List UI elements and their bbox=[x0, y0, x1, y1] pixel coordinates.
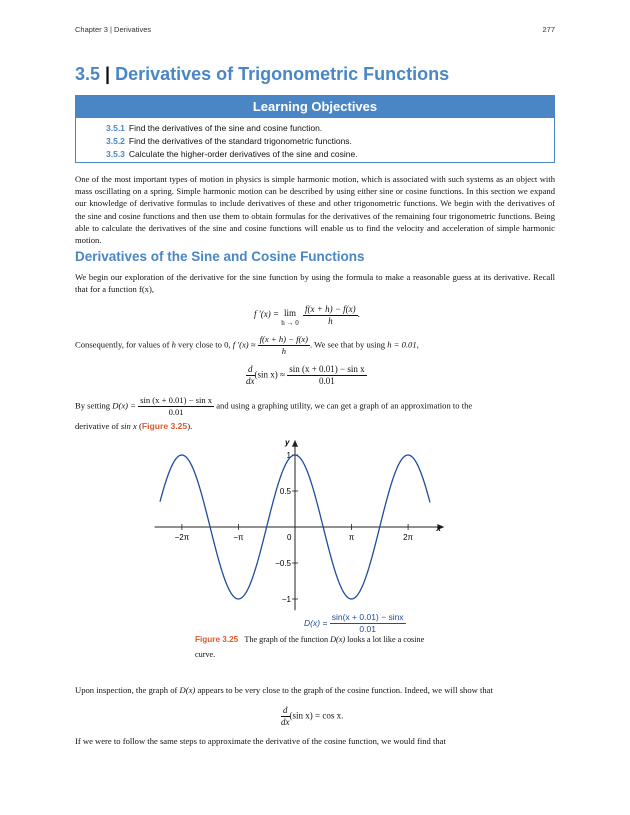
eq2-sin: (sin x) ≈ bbox=[254, 369, 288, 380]
equation-limit-definition bbox=[254, 302, 360, 328]
text: Consequently, for values of bbox=[75, 339, 172, 350]
objective-number: 3.5.2 bbox=[106, 136, 125, 146]
page-number: 277 bbox=[542, 25, 555, 34]
numerator: f(x + h) − f(x) bbox=[259, 334, 309, 344]
equation-derivative-sine bbox=[281, 705, 343, 728]
caption-text: looks a lot like a cosine curve. bbox=[195, 635, 425, 659]
denominator: h bbox=[281, 346, 286, 356]
equation-sine-approx bbox=[246, 364, 367, 387]
text: By setting bbox=[75, 400, 113, 411]
y-tick-label: 1 bbox=[286, 451, 291, 460]
section-title-text: Derivatives of Trigonometric Functions bbox=[115, 64, 450, 84]
objective-text: Calculate the higher-order derivatives of the sine and cosine. bbox=[128, 149, 358, 159]
line-by-setting bbox=[75, 395, 555, 418]
numerator: sin (x + 0.01) − sin x bbox=[140, 395, 213, 405]
legend-numerator: sin(x + 0.01) − sinx bbox=[331, 612, 404, 622]
intro-paragraph: One of the most important types of motion in physics is simple harmonic motion, which is associated with such systems as an object with mass oscillating on a spring. Simple harmonic motion can be described by using either sine or cosine functions. In this section we expand our knowledge of derivative formulas to include derivatives of these and other trigonometric functions. We begin with the derivatives of the sine and cosine functions and then use them to obtain formulas for the derivatives of the remaining four trigonometric functions. Being able to calculate the derivatives of the sine and cosine functions will enable us to find the velocity and acceleration of simple harmonic motion. bbox=[75, 174, 555, 246]
D-of-x: D(x) bbox=[179, 685, 196, 695]
objective-number: 3.5.3 bbox=[106, 149, 125, 159]
x-tick-label: −π bbox=[233, 533, 244, 542]
eq1-lim-sub: h → 0 bbox=[281, 319, 299, 327]
paragraph-sine-exploration: We begin our exploration of the derivative for the sine function by using the formula to make a reasonable guess at its derivative. Recall that for a function f(x), bbox=[75, 272, 555, 295]
y-axis-label: y bbox=[285, 437, 290, 447]
d: d bbox=[283, 705, 288, 715]
objective-text: Find the derivatives of the standard trigonometric functions. bbox=[128, 136, 352, 146]
d: d bbox=[248, 364, 253, 374]
line-cosine-approach: If we were to follow the same steps to approximate the derivative of the cosine function, we would find that bbox=[75, 736, 446, 746]
section-separator: | bbox=[105, 64, 111, 84]
learning-objectives-heading: Learning Objectives bbox=[76, 96, 554, 118]
denominator: 0.01 bbox=[168, 407, 184, 417]
eq1-fraction bbox=[303, 304, 358, 327]
running-head bbox=[75, 25, 555, 39]
denominator: 0.01 bbox=[319, 376, 335, 386]
x-tick-label: 2π bbox=[403, 533, 414, 542]
x-tick-label: π bbox=[348, 533, 355, 542]
objective-item bbox=[106, 149, 358, 159]
caption-D: D(x) bbox=[330, 635, 346, 644]
eq2-derivative-op bbox=[246, 364, 255, 387]
line-derivative-of bbox=[75, 421, 192, 431]
eq1-lim: lim bbox=[284, 308, 297, 318]
objective-number: 3.5.1 bbox=[106, 123, 125, 133]
text: ). bbox=[187, 421, 193, 431]
dx: dx bbox=[246, 376, 255, 386]
y-tick-label: −1 bbox=[281, 595, 291, 604]
eq2-fraction bbox=[287, 364, 366, 387]
section-title bbox=[75, 64, 449, 85]
line-upon-inspection bbox=[75, 685, 493, 695]
x-axis-label: x bbox=[436, 524, 441, 533]
eq1-lhs: f ′(x) = bbox=[254, 309, 282, 320]
figure-label: Figure 3.25 bbox=[195, 635, 239, 644]
y-tick-label: −0.5 bbox=[275, 559, 291, 568]
var-h: h bbox=[171, 339, 176, 350]
text: ( bbox=[136, 421, 142, 431]
x-tick-label: −2π bbox=[174, 533, 190, 542]
section-number: 3.5 bbox=[75, 64, 101, 84]
text: very close to 0, bbox=[175, 339, 233, 350]
D-of-x: D(x) = bbox=[112, 400, 139, 411]
chapter-label: Chapter 3 | Derivatives bbox=[75, 25, 152, 34]
fraction bbox=[258, 334, 310, 357]
fprime: f ′(x) ≈ bbox=[232, 339, 258, 350]
objective-text: Find the derivatives of the sine and cosine function. bbox=[128, 123, 323, 133]
fraction bbox=[138, 395, 214, 418]
figure-caption bbox=[195, 632, 445, 662]
objective-item bbox=[106, 136, 352, 146]
eq1-numerator: f(x + h) − f(x) bbox=[305, 303, 356, 314]
figure-3-25-graph bbox=[174, 437, 441, 637]
caption-text: The graph of the function bbox=[244, 635, 331, 644]
figure-reference-link[interactable]: Figure 3.25 bbox=[141, 421, 188, 431]
objective-item bbox=[106, 123, 322, 133]
numerator: sin (x + 0.01) − sin x bbox=[289, 364, 365, 374]
text: appears to be very close to the graph of the cosine function. Indeed, we will show that bbox=[195, 685, 493, 695]
text: and using a graphing utility, we can get a graph of an approximation to the bbox=[214, 400, 473, 411]
axes bbox=[155, 438, 445, 610]
learning-objectives-box bbox=[75, 95, 555, 163]
eq3-derivative-op bbox=[281, 705, 290, 728]
y-axis-arrow bbox=[292, 440, 298, 447]
eq1-limit bbox=[281, 302, 299, 328]
text: derivative of bbox=[75, 421, 121, 431]
legend-denominator: 0.01 bbox=[359, 624, 376, 634]
text: . We see that by using bbox=[310, 339, 388, 350]
legend-lhs: D(x) = bbox=[304, 617, 330, 628]
eq1-end: . bbox=[357, 309, 360, 320]
sinx: sin x bbox=[120, 421, 137, 431]
line-consequently bbox=[75, 334, 419, 357]
dx: dx bbox=[281, 717, 290, 727]
eq3-rest: (sin x) = cos x. bbox=[289, 710, 344, 721]
eq1-denominator: h bbox=[328, 315, 333, 326]
subsection-heading: Derivatives of the Sine and Cosine Functions bbox=[75, 249, 365, 264]
y-tick-label: 0.5 bbox=[279, 487, 291, 496]
x-tick-label: 0 bbox=[287, 533, 292, 542]
text: Upon inspection, the graph of bbox=[75, 685, 180, 695]
h-value: h = 0.01, bbox=[387, 339, 419, 350]
